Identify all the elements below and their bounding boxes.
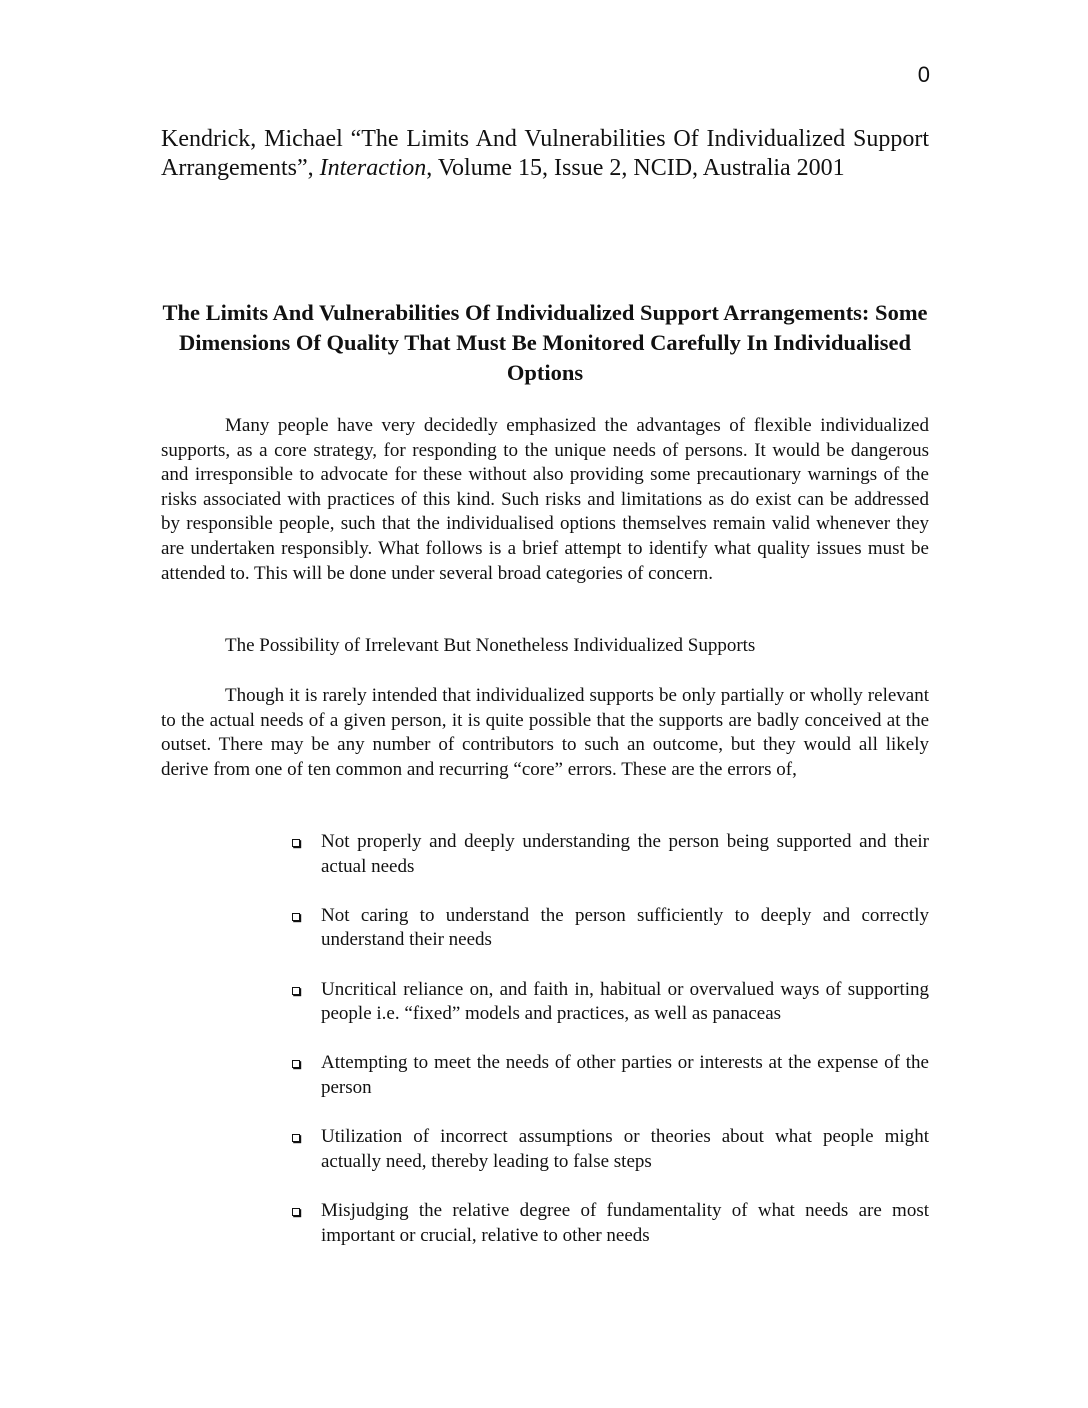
list-item-text: Utilization of incorrect assumptions or theories about what people might actually need, thereby leading to false steps bbox=[321, 1126, 929, 1172]
list-item-text: Misjudging the relative degree of fundamentality of what needs are most important or crucial, relative to other needs bbox=[321, 1199, 929, 1246]
list-item bbox=[290, 1125, 929, 1174]
list-item bbox=[290, 904, 929, 953]
citation bbox=[161, 125, 929, 183]
list-item bbox=[290, 1051, 929, 1100]
checkbox-bullet-icon bbox=[292, 839, 300, 847]
checkbox-bullet-icon bbox=[292, 913, 300, 921]
list-item bbox=[290, 978, 929, 1027]
checkbox-bullet-icon bbox=[292, 987, 300, 995]
citation-journal: Interaction bbox=[319, 155, 427, 181]
list-item-text: Not caring to understand the person sufficiently to deeply and correctly understand their needs bbox=[321, 904, 929, 951]
document-title: The Limits And Vulnerabilities Of Individualized Support Arrangements: Some Dimensions Of Quality That Must Be Monitored Carefully In Individualised Options bbox=[162, 300, 928, 385]
intro-paragraph: Many people have very decidedly emphasized the advantages of flexible individualized supports, as a core strategy, for responding to the unique needs of persons. It would be dangerous and irresponsible to advocate for these without also providing some precautionary warnings of the risks associated with practices of this kind. Such risks and limitations as do exist can be addressed by responsible people, such that the individualised options themselves remain valid whenever they are undertaken responsibly. What follows is a brief attempt to identify what quality issues must be attended to. This will be done under several broad categories of concern. bbox=[161, 415, 929, 584]
list-item bbox=[290, 1199, 929, 1248]
section-subheading: The Possibility of Irrelevant But Nonetheless Individualized Supports bbox=[225, 635, 756, 656]
citation-details: , Volume 15, Issue 2, NCID, Australia 2001 bbox=[426, 155, 845, 181]
list-item-text: Not properly and deeply understanding the person being supported and their actual needs bbox=[321, 831, 929, 877]
page-number: 0 bbox=[917, 62, 930, 87]
checkbox-bullet-icon bbox=[292, 1208, 300, 1216]
checkbox-bullet-icon bbox=[292, 1134, 300, 1142]
errors-list bbox=[290, 830, 929, 1273]
list-item bbox=[290, 830, 929, 879]
checkbox-bullet-icon bbox=[292, 1060, 300, 1068]
citation-text: Kendrick, Michael “The Limits And Vulnerabilities Of Individualized Support Arrangements”, bbox=[161, 126, 929, 181]
list-item-text: Uncritical reliance on, and faith in, habitual or overvalued ways of supporting people i.e. “fixed” models and practices, as well as panaceas bbox=[321, 978, 929, 1025]
errors-intro-paragraph: Though it is rarely intended that individualized supports be only partially or wholly relevant to the actual needs of a given person, it is quite possible that the supports are badly conceived at the outset. There may be any number of contributors to such an outcome, but they would all likely derive from one of ten common and recurring “core” errors. These are the errors of, bbox=[161, 685, 929, 780]
list-item-text: Attempting to meet the needs of other parties or interests at the expense of the person bbox=[321, 1052, 929, 1098]
